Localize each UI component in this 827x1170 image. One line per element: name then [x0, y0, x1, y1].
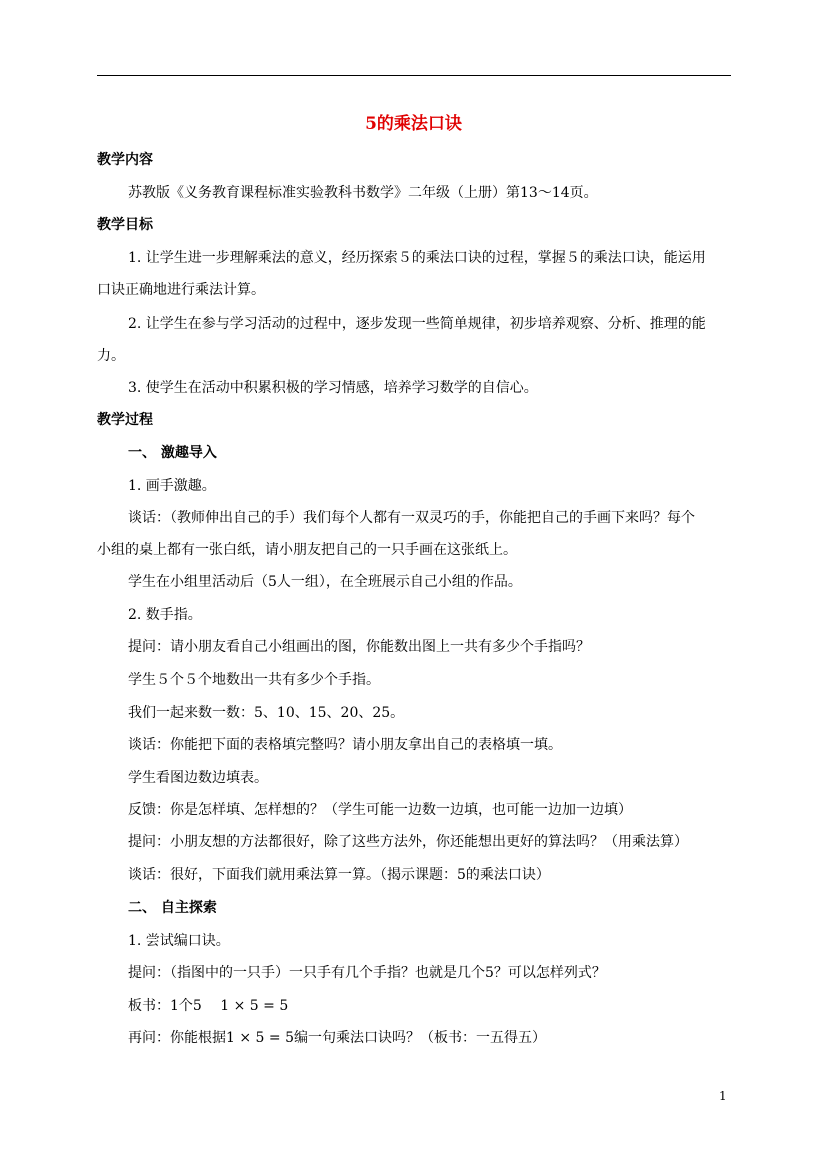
header-rule: [97, 75, 731, 76]
paragraph-p3: 学生在小组里活动后（5人一组），在全班展示自己小组的作品。: [128, 574, 522, 590]
paragraph-p6: 学生５个５个地数出一共有多少个手指。: [128, 672, 380, 688]
goal-2-line-1: 2. 让学生在参与学习活动的过程中，逐步发现一些简单规律，初步培养观察、分析、推理的能: [128, 316, 706, 332]
paragraph-p15: 板书：1个5 1 × 5 = 5: [128, 998, 289, 1014]
paragraph-p7: 我们一起来数一数：5、10、15、20、25。: [128, 705, 405, 721]
paragraph-p16: 再问：你能根据1 × 5 = 5编一句乘法口诀吗？（板书：一五得五）: [128, 1030, 546, 1046]
page-number: 1: [719, 1089, 727, 1103]
paragraph-p8: 谈话：你能把下面的表格填完整吗？请小朋友拿出自己的表格填一填。: [128, 737, 562, 753]
document-title: 5的乘法口诀: [365, 114, 462, 134]
goal-3: 3. 使学生在活动中积累积极的学习情感，培养学习数学的自信心。: [128, 380, 538, 396]
section-heading-process: 教学过程: [97, 412, 153, 428]
part-2-heading: 二、 自主探索: [128, 900, 217, 916]
part-1-heading: 一、 激趣导入: [128, 445, 217, 461]
paragraph-p2-line-1: 谈话：（教师伸出自己的手）我们每个人都有一双灵巧的手，你能把自己的手画下来吗？每个: [128, 510, 695, 526]
paragraph-p1: 1. 画手激趣。: [128, 478, 216, 494]
paragraph-p2-line-2: 小组的桌上都有一张白纸，请小朋友把自己的一只手画在这张纸上。: [97, 542, 517, 558]
goal-1-line-1: 1. 让学生进一步理解乘法的意义，经历探索５的乘法口诀的过程，掌握５的乘法口诀，能运用: [128, 250, 706, 266]
goal-1-line-2: 口诀正确地进行乘法计算。: [97, 282, 265, 298]
paragraph-p14: 提问：（指图中的一只手）一只手有几个手指？也就是几个5？可以怎样列式？: [128, 965, 606, 981]
goal-2-line-2: 力。: [97, 348, 125, 364]
paragraph-p5: 提问：请小朋友看自己小组画出的图，你能数出图上一共有多少个手指吗？: [128, 639, 590, 655]
section-heading-goals: 教学目标: [97, 217, 153, 233]
paragraph-p9: 学生看图边数边填表。: [128, 770, 268, 786]
paragraph-p13: 1. 尝试编口诀。: [128, 933, 230, 949]
paragraph-p4: 2. 数手指。: [128, 607, 202, 623]
paragraph-p11: 提问：小朋友想的方法都很好，除了这些方法外，你还能想出更好的算法吗？（用乘法算）: [128, 834, 688, 850]
paragraph-content-text: 苏教版《义务教育课程标准实验教科书数学》二年级（上册）第13～14页。: [128, 185, 598, 201]
paragraph-p10: 反馈：你是怎样填、怎样想的？（学生可能一边数一边填，也可能一边加一边填）: [128, 802, 632, 818]
section-heading-content: 教学内容: [97, 152, 153, 168]
paragraph-p12: 谈话：很好，下面我们就用乘法算一算。（揭示课题：5的乘法口诀）: [128, 867, 550, 883]
